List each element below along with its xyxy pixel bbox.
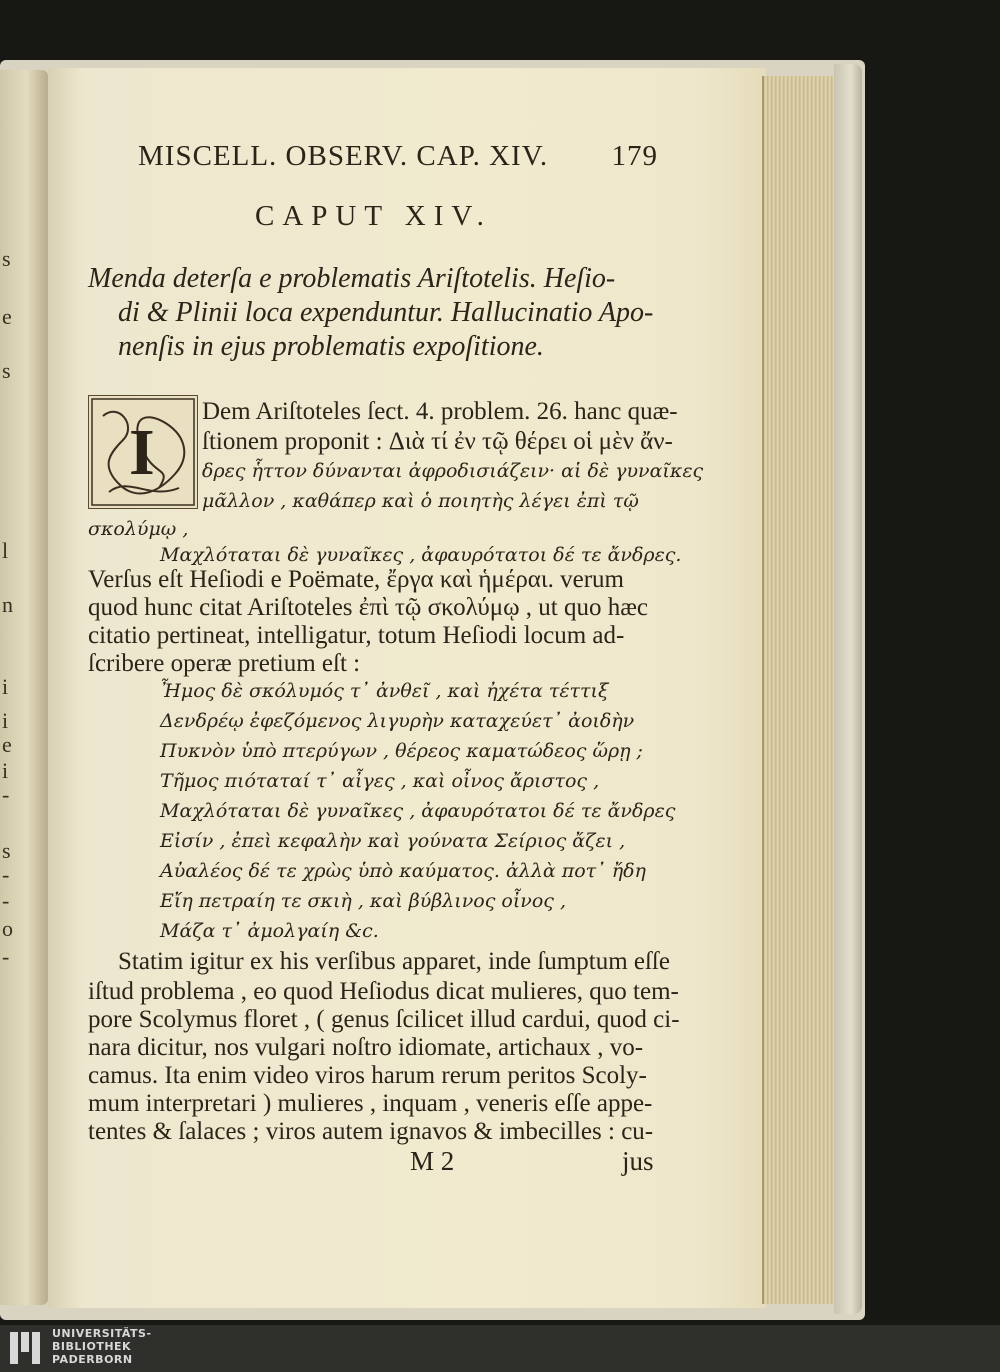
library-logo-text [52, 1327, 152, 1366]
body-line: σκολύμῳ , [88, 518, 189, 540]
signature-mark: M 2 [410, 1146, 455, 1176]
cover-board [834, 64, 862, 1314]
summary-line: di & Plinii loca expenduntur. Hallucinatio Apo- [118, 297, 654, 328]
body-line: Μαχλόταται δὲ γυναῖκες , ἀφαυρότατοι δέ τε ἄνδρες. [160, 544, 682, 566]
summary-line: nenſis in ejus problematis expoſitione. [118, 331, 544, 362]
left-page-fragment: s [2, 358, 11, 383]
body-line: μᾶλλον , καθάπερ καὶ ὁ ποιητὴς λέγει ἐπὶ τῷ [202, 490, 639, 512]
page-edges [762, 76, 836, 1304]
body-line: Dem Ariſtoteles ſect. 4. problem. 26. hanc quæ- [202, 398, 678, 425]
left-page-fragment: - [2, 888, 10, 913]
left-page-fragment: e [2, 732, 12, 757]
verse-line: Μαχλόταται δὲ γυναῖκες , ἀφαυρότατοι δέ τε ἄνδρες [160, 800, 676, 822]
left-page-fragment: i [2, 674, 9, 699]
page-number: 179 [611, 140, 658, 172]
verse-line: Δενδρέῳ ἐφεζόμενος λιγυρὴν καταχεύετ᾽ ἀοιδὴν [160, 710, 635, 732]
ornament-icon [89, 396, 197, 508]
left-page-fragment: e [2, 304, 12, 329]
left-page-fragment: - [2, 862, 10, 887]
body-line: Verſus eſt Heſiodi e Poëmate, ἔργα καὶ ἡμέραι. verum [88, 566, 624, 593]
body-line: mum interpretari ) mulieres , inquam , veneris eſſe appe- [88, 1090, 653, 1117]
verse-line: Τῆμος πιόταταί τ᾽ αἶγες , καὶ οἶνος ἄριστος , [160, 770, 600, 792]
verse-line: Αὐαλέος δέ τε χρὼς ὑπὸ καύματος. ἀλλὰ ποτ᾽ ἤδη [160, 860, 646, 882]
chapter-summary [88, 262, 668, 364]
left-page-fragment: l [2, 538, 9, 563]
catchword: jus [622, 1146, 654, 1176]
body-line: iſtud problema , eo quod Heſiodus dicat mulieres, quo tem- [88, 978, 679, 1005]
left-page [0, 70, 48, 1305]
body-line: pore Scolymus floret , ( genus ſcilicet illud cardui, quod ci- [88, 1006, 680, 1033]
chapter-title: CAPUT XIV. [255, 200, 492, 232]
left-page-fragment: i [2, 708, 9, 733]
running-title: MISCELL. OBSERV. CAP. XIV. [138, 140, 549, 172]
body-line: citatio pertineat, intelligatur, totum Heſiodi locum ad- [88, 622, 625, 649]
left-page-fragment: - [2, 782, 10, 807]
body-line: ſcribere operæ pretium eſt : [88, 650, 361, 677]
left-page-fragment: i [2, 758, 9, 783]
verse-line: Μάζα τ᾽ ἀμολγαίη &c. [160, 920, 379, 942]
decorated-initial [88, 395, 198, 509]
summary-line: Menda deterſa e problematis Ariſtotelis. Heſio- [88, 263, 616, 294]
body-line: nara dicitur, nos vulgari noſtro idiomate, artichaux , vo- [88, 1034, 644, 1061]
body-line: quod hunc citat Ariſtoteles ἐπὶ τῷ σκολύμῳ , ut quo hæc [88, 594, 649, 621]
verse-line: Ἦμος δὲ σκόλυμός τ᾽ ἀνθεῖ , καὶ ἠχέτα τέττιξ [160, 680, 609, 702]
body-line: tentes & ſalaces ; viros autem ignavos & imbecilles : cu- [88, 1118, 654, 1145]
logo-line: BIBLIOTHEK [52, 1340, 132, 1353]
left-page-fragment: s [2, 838, 11, 863]
verse-line: Εἴη πετραίη τε σκιὴ , καὶ βύβλινος οἶνος , [160, 890, 566, 912]
left-page-fragment: s [2, 246, 11, 271]
left-page-fragment: n [2, 592, 13, 617]
body-line: camus. Ita enim video viros harum rerum peritos Scoly- [88, 1062, 647, 1089]
svg-text:I: I [129, 416, 155, 489]
running-header [138, 140, 658, 173]
library-logo-icon [8, 1330, 42, 1366]
left-page-fragment: o [2, 916, 13, 941]
verse-line: Πυκνὸν ὑπὸ πτερύγων , θέρεος καματώδεος ὥρῃ ; [160, 740, 643, 762]
logo-line: PADERBORN [52, 1353, 133, 1366]
left-page-fragment: - [2, 944, 10, 969]
logo-line: UNIVERSITÄTS- [52, 1327, 152, 1340]
body-line: δρες ἧττον δύνανται ἀφροδισιάζειν· αἱ δὲ γυναῖκες [202, 460, 704, 482]
verse-line: Εἰσίν , ἐπεὶ κεφαλὴν καὶ γούνατα Σείριος ἄζει , [160, 830, 626, 852]
body-line: Statim igitur ex his verſibus apparet, inde ſumptum eſſe [118, 948, 670, 975]
body-line: ſtionem proponit : Διὰ τί ἐν τῷ θέρει οἱ μὲν ἄν- [202, 428, 673, 455]
